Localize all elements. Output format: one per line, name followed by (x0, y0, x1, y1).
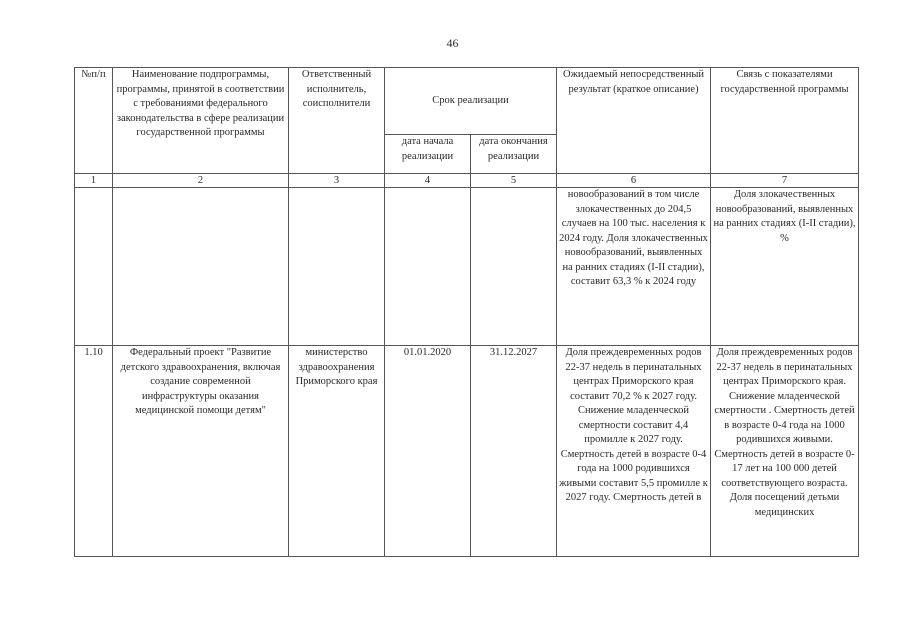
header-col-result: Ожидаемый непосредственный результат (краткое описание) (557, 68, 711, 174)
header-col-name: Наименование подпрограммы, программы, принятой в соответствии с требованиями федерального законодательства в сфере реализации государственной программы (113, 68, 289, 174)
row-start-date (385, 188, 471, 346)
header-col-link: Связь с показателями государственной программы (711, 68, 859, 174)
table-row (75, 346, 859, 557)
row-number (75, 188, 113, 346)
column-number: 3 (289, 174, 385, 188)
header-row (75, 68, 859, 135)
table-row (75, 188, 859, 346)
column-number: 5 (471, 174, 557, 188)
column-number: 2 (113, 174, 289, 188)
row-indicator-link-text: Доля преждевременных родов 22-37 недель в перинатальных центрах Приморского края. Снижение младенческой смертности . Смертность детей в возрасте 0-4 года на 1000 родившихся живыми. Смертность детей в возрасте 0-17 лет на 100 000 детей соответствующего возраста. Доля посещений детьми медицинских (714, 347, 855, 518)
row-number: 1.10 (75, 346, 113, 557)
header-col-number: №п/п (75, 68, 113, 174)
row-indicator-link: Доля злокачественных новообразований, выявленных на ранних стадиях (I-II стадии), % (711, 188, 859, 346)
row-expected-result: новообразований в том числе злокачественных до 204,5 случаев на 100 тыс. населения к 2024 году. Доля злокачественных новообразований, выявленных на ранних стадиях (I-II стадии), составит 63,3 % к 2024 году (557, 188, 711, 346)
row-expected-result-text: Доля преждевременных родов 22-37 недель в перинатальных центрах Приморского края составит 70,2 % к 2027 году. Снижение младенческой смертности составит 4,4 промилле к 2027 году. Смертность детей в возрасте 0-4 года на 1000 родившихся живыми составит 5,5 промилле к 2027 году. Смертность детей в (559, 347, 708, 503)
column-number: 7 (711, 174, 859, 188)
row-start-date: 01.01.2020 (385, 346, 471, 557)
row-program-name: Федеральный проект "Развитие детского здравоохранения, включая создание современной инфраструктуры оказания медицинской помощи детям" (113, 346, 289, 557)
column-number: 4 (385, 174, 471, 188)
column-numbers-row (75, 174, 859, 188)
header-col-period: Срок реализации (385, 68, 557, 135)
row-executor (289, 188, 385, 346)
row-end-date: 31.12.2027 (471, 346, 557, 557)
header-col-start: дата начала реализации (385, 135, 471, 174)
row-end-date (471, 188, 557, 346)
row-program-name (113, 188, 289, 346)
row-executor: министерство здравоохранения Приморского края (289, 346, 385, 557)
column-number: 1 (75, 174, 113, 188)
header-col-end: дата окончания реализации (471, 135, 557, 174)
page-number: 46 (446, 36, 459, 50)
row-expected-result (557, 346, 711, 557)
program-table (74, 67, 859, 557)
column-number: 6 (557, 174, 711, 188)
header-col-executor: Ответственный исполнитель, соисполнители (289, 68, 385, 174)
row-indicator-link (711, 346, 859, 557)
